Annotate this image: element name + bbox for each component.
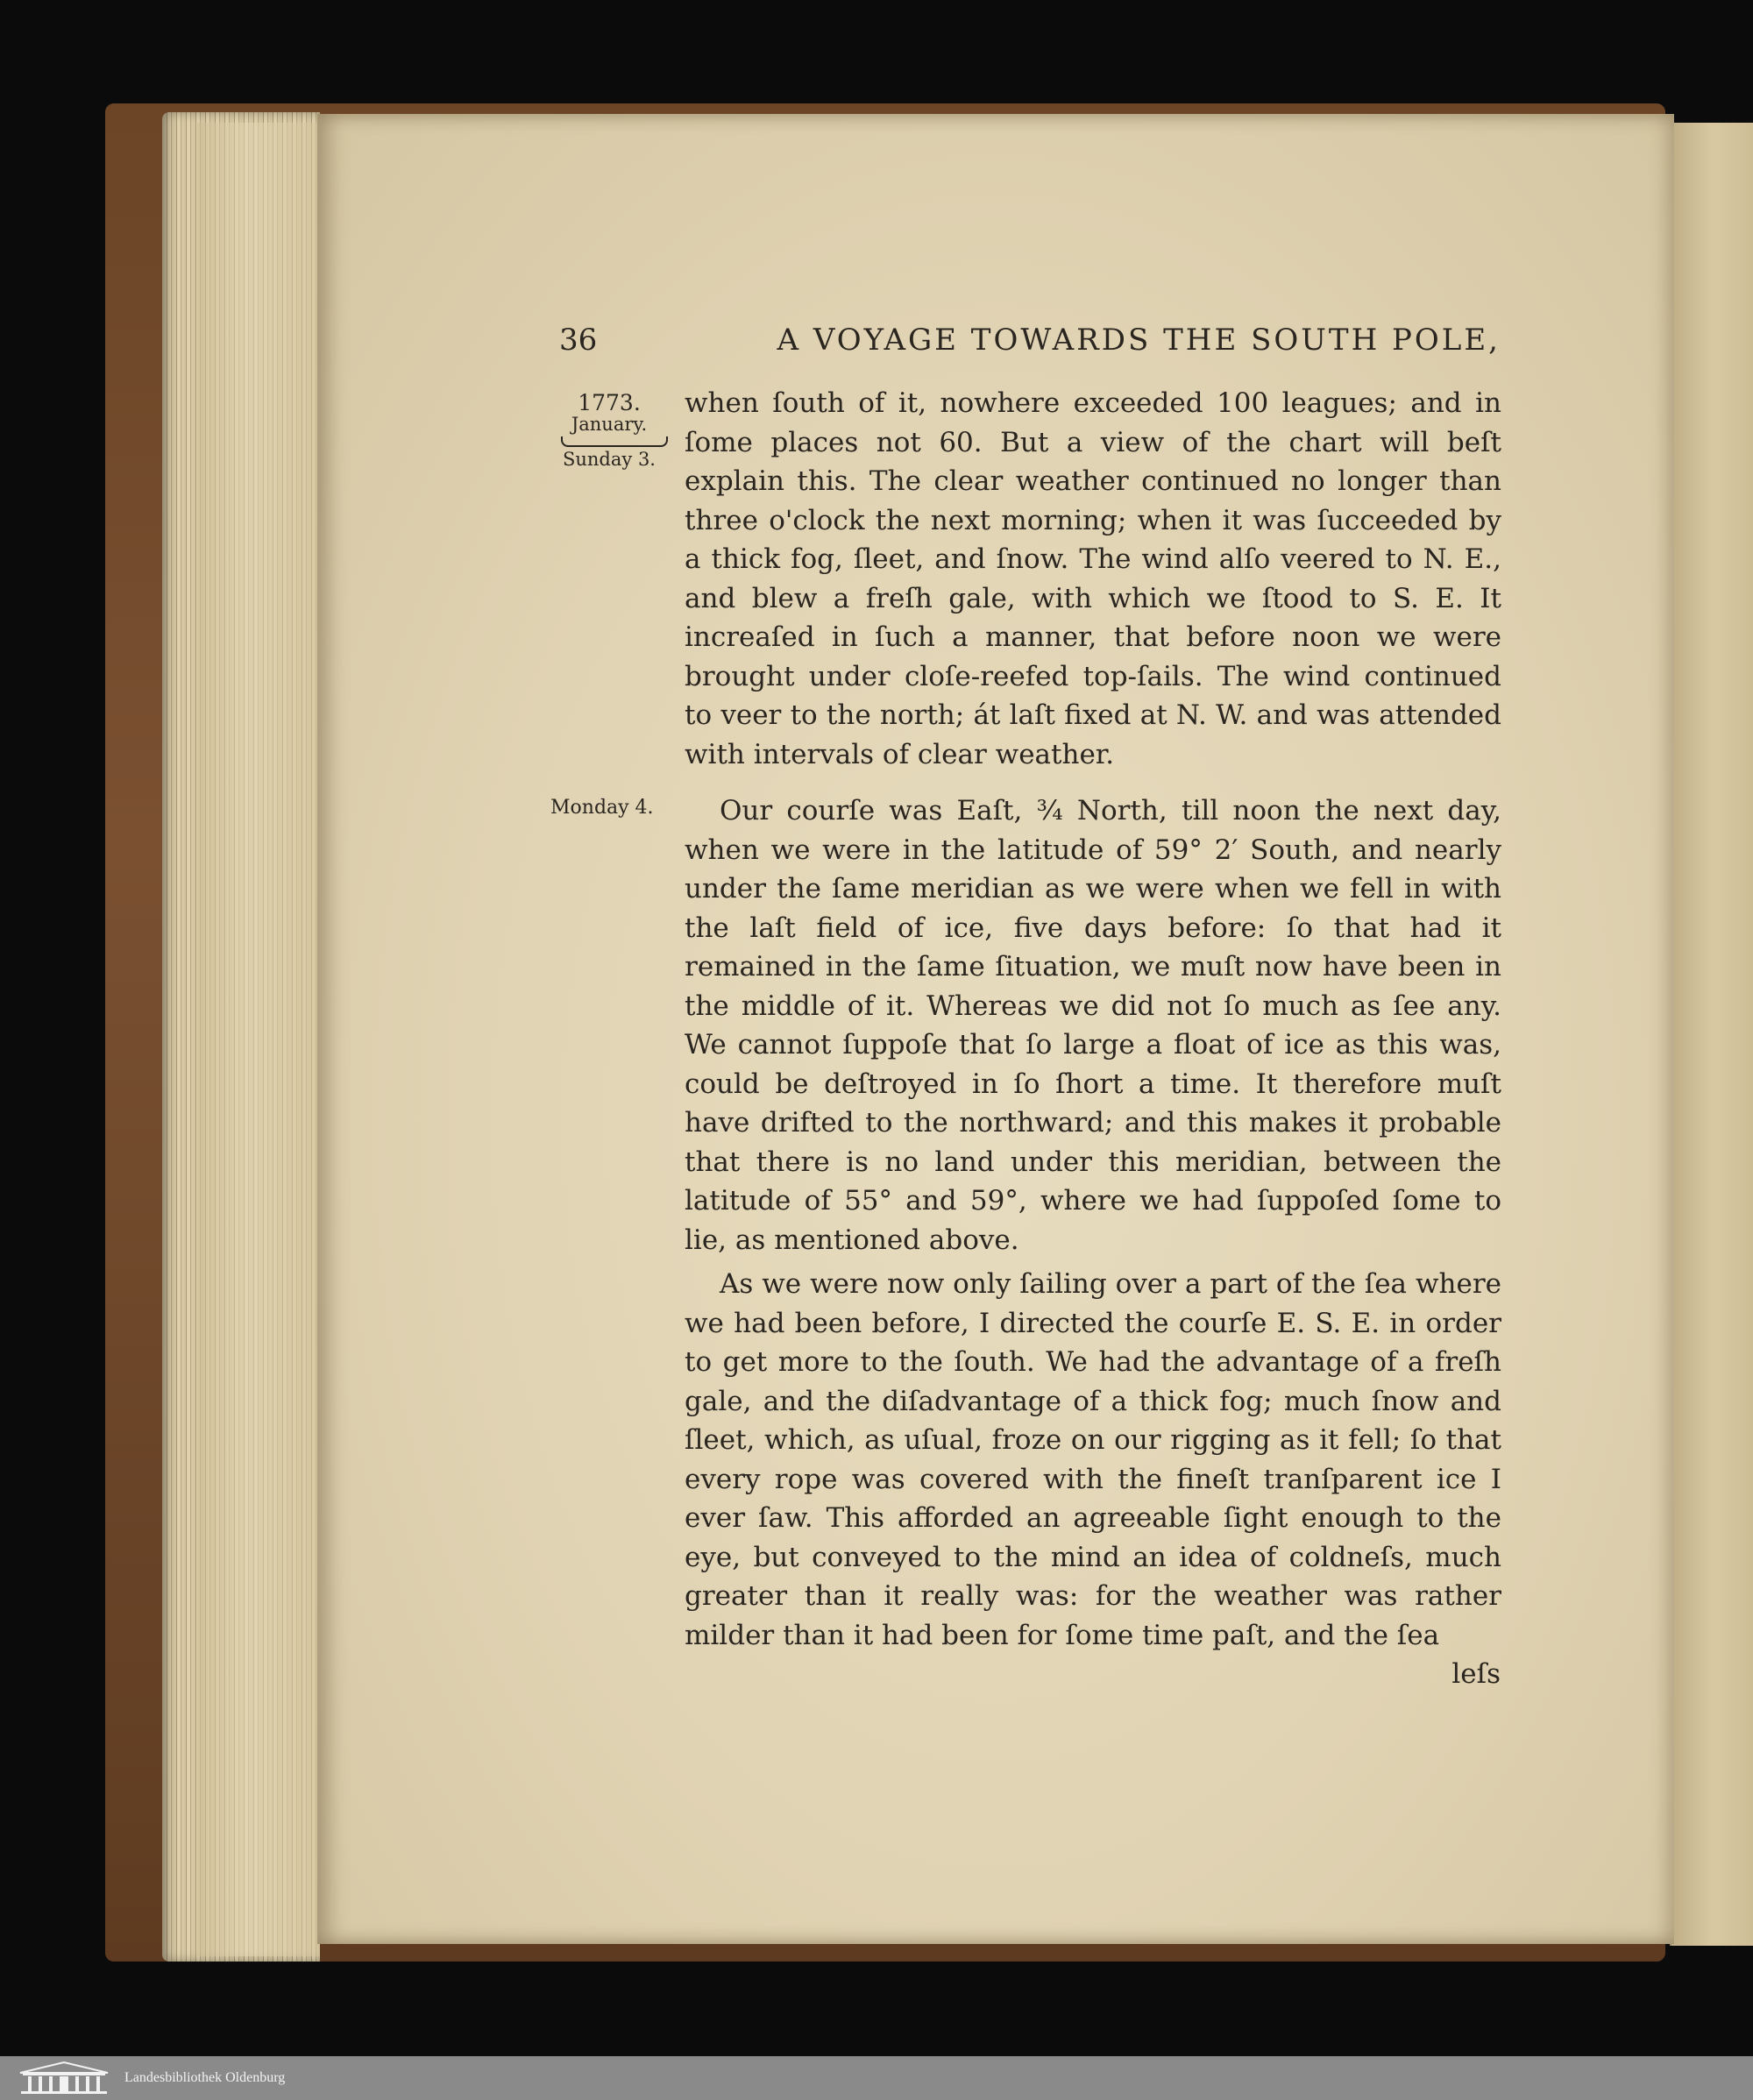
margin-day-monday: Monday 4. [550, 797, 654, 819]
margin-note-date [561, 390, 657, 470]
page-edges-shade [197, 123, 320, 1956]
paragraph-text: As we were now only ſailing over a part of the ſea where we had been before, I directed the courſe E. S. E. in order to get more to the ſouth. We had the advantage of a freſh gale, and the diſadvantage of a thick fog; much ſnow and ſleet, which, as uſual, froze on our rigging as it fell; ſo that every rope was covered with the fineſt tranſparent ice I ever ſaw. This afforded an agreeable ſight enough to the eye, but conveyed to the mind an idea of coldneſs, much greater than it really was: for the weather was rather milder than it had been for ſome time paſt, and the ſea [685, 1268, 1501, 1651]
paragraph-text: when ſouth of it, nowhere exceeded 100 leagues; and in ſome places not 60. But a view of the chart will beſt explain this. The clear weather continued no longer than three o'clock the next morning; when it was ſucceeded by a thick fog, ſleet, and ſnow. The wind alſo veered to N. E., and blew a freſh gale, with which we ſtood to S. E. It increaſed in ſuch a manner, that before noon we were brought under cloſe-reefed top-ſails. The wind continued to veer to the north; át laſt fixed at N. W. and was attended with intervals of clear weather. [685, 387, 1501, 770]
margin-year: 1773. [578, 390, 641, 415]
catchword: leſs [1451, 1658, 1501, 1690]
library-name: Landesbibliothek Oldenburg [124, 2070, 286, 2085]
margin-month: January. [571, 414, 648, 435]
body-paragraph-2 [685, 791, 1501, 1259]
body-paragraph-3 [685, 1265, 1501, 1655]
margin-day-sunday: Sunday 3. [563, 449, 656, 470]
library-building-icon [16, 2061, 112, 2096]
facing-page-edge [1670, 123, 1753, 1946]
page-number: 36 [559, 323, 598, 358]
paragraph-text: Our courſe was Eaſt, ¾ North, till noon the next day, when we were in the latitude of 59° 2′ South, and nearly under the ſame meridian as we were when we fell in with the laſt field of ice, five days before: ſo that had it remained in the ſame ſituation, we muſt now have been in the middle of it. Whereas we did not ſo much as ſee any. We cannot ſuppoſe that ſo large a float of ice as this was, could be deſtroyed in ſo ſhort a time. It therefore muſt have drifted to the northward; and this makes it probable that there is no land under this meridian, between the latitude of 55° and 59°, where we had ſuppoſed ſome to lie, as mentioned above. [685, 795, 1501, 1256]
running-head [559, 323, 1501, 358]
running-title: A VOYAGE TOWARDS THE SOUTH POLE, [777, 323, 1501, 358]
library-footer [0, 2056, 1753, 2100]
body-paragraph-1 [685, 384, 1501, 774]
margin-brace [561, 436, 668, 447]
